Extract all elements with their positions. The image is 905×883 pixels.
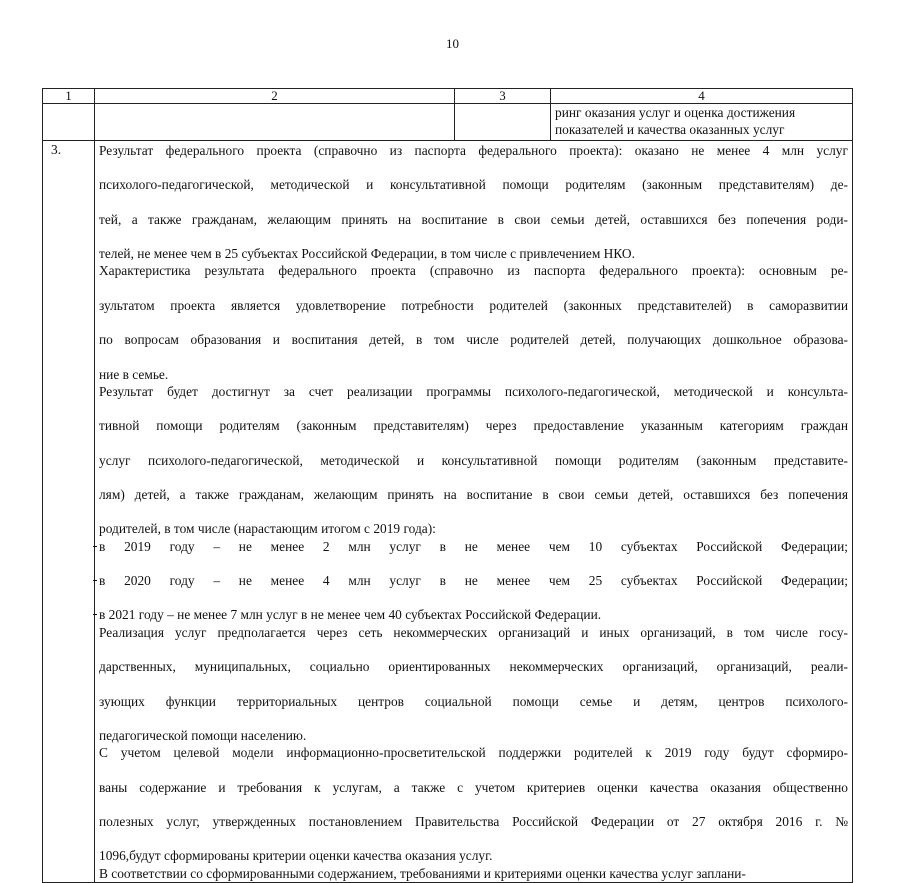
paragraph (99, 142, 848, 262)
dashed-line: в 2020 году – не менее 4 млн услуг в не менее чем 25 субъектах Российской Федерации; (99, 572, 848, 606)
text-line: Характеристика результата федерального проекта (справочно из паспорта федерального проекта): основным ре- (99, 263, 848, 279)
text-line: зующих функции территориальных центров социальной помощи семье и детям, центров психолого- (99, 693, 848, 709)
text-line: зультатом проекта является удовлетворение потребности родителей (законных представителей) в саморазвитии (99, 297, 848, 313)
paragraph (99, 383, 848, 538)
page-number: 10 (446, 36, 459, 51)
text-line: тей, а также гражданам, желающим принять на воспитание в свои семьи детей, оставшихся без попечения роди- (99, 211, 848, 227)
continued-cell-2 (95, 104, 455, 141)
text-line: ваны содержание и требования к услугам, а также с учетом критериев оценки качества оказания общественно (99, 779, 848, 795)
column-number-4: 4 (551, 89, 853, 104)
text-line: В соответствии со сформированными содержанием, требованиями и критериями оценки качества услуг заплани- (99, 865, 746, 881)
paragraph (99, 744, 848, 864)
table-row (43, 141, 853, 883)
column-number-3: 3 (455, 89, 551, 104)
text-line: родителей, в том числе (нарастающим итогом с 2019 года): (99, 521, 436, 537)
dashed-line: в 2021 году – не менее 7 млн услуг в не менее чем 40 субъектах Российской Федерации. (99, 606, 848, 623)
continued-line: ринг оказания услуг и оценка достижения (555, 105, 796, 120)
text-line: Результат будет достигнут за счет реализации программы психолого-педагогической, методической и консульта- (99, 383, 848, 399)
text-line: телей, не менее чем в 25 субъектах Российской Федерации, в том числе с привлечением НКО. (99, 246, 635, 262)
text-line: С учетом целевой модели информационно-просветительской поддержки родителей к 2019 году будут сформиро- (99, 745, 848, 761)
paragraph (99, 865, 848, 882)
column-number-2: 2 (95, 89, 455, 104)
text-line: Результат федерального проекта (справочно из паспорта федерального проекта): оказано не менее 4 млн услуг (99, 143, 848, 158)
paragraph (99, 538, 848, 624)
continued-line: показателей и качества оказанных услуг (555, 122, 785, 138)
text-line: 1096,будут сформированы критерии оценки качества оказания услуг. (99, 848, 493, 864)
continued-cell-3 (455, 104, 551, 141)
text-line: по вопросам образования и воспитания детей, в том числе родителей детей, получающих дошкольное образова- (99, 332, 848, 348)
paragraph (99, 262, 848, 382)
text-line: педагогической помощи населению. (99, 727, 307, 743)
text-line: лям) детей, а также гражданам, желающим принять на воспитание в свои семьи детей, оставшихся без попечения (99, 487, 848, 503)
row-content (95, 141, 853, 883)
text-line: ние в семье. (99, 366, 169, 382)
paragraph (99, 624, 848, 744)
text-line: тивной помощи родителям (законным представителям) через предоставление указанным категориям граждан (99, 418, 848, 434)
text-line: Реализация услуг предполагается через сеть некоммерческих организаций и иных организаций, в том числе госу- (99, 624, 848, 640)
dashed-line: в 2019 году – не менее 2 млн услуг в не менее чем 10 субъектах Российской Федерации; (99, 538, 848, 572)
document-table (42, 88, 853, 883)
continued-cell-1 (43, 104, 95, 141)
column-number-row (43, 89, 853, 104)
text-line: психолого-педагогической, методической и консультативной помощи родителям (законным представителям) де- (99, 177, 848, 193)
continued-cell-4 (551, 104, 853, 141)
row-paragraphs (99, 142, 848, 882)
text-line: услуг психолого-педагогической, методической и консультативной помощи родителям (законным представите- (99, 452, 848, 468)
text-line: полезных услуг, утвержденных постановлением Правительства Российской Федерации от 27 октября 2016 г. № (99, 813, 848, 829)
row-number: 3. (43, 141, 95, 883)
text-line: дарственных, муниципальных, социально ориентированных некоммерческих организаций, организаций, реали- (99, 659, 848, 675)
column-number-1: 1 (43, 89, 95, 104)
continued-row (43, 104, 853, 141)
